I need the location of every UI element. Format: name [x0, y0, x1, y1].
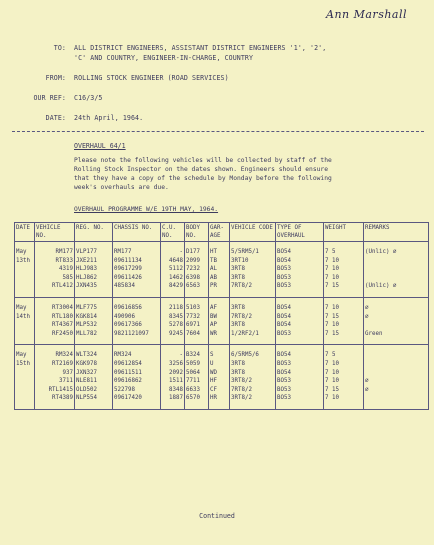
reg-no: MLL782	[76, 330, 97, 337]
col-header-cu: C.U. NO.	[161, 223, 185, 242]
col-header-garage: GAR-AGE	[209, 223, 230, 242]
chassis-no: 490906	[114, 313, 135, 320]
remarks	[365, 394, 427, 403]
vehicle-no: 585	[62, 274, 73, 281]
remarks: ⌀	[365, 313, 369, 320]
to-line-1: ALL DISTRICT ENGINEERS, ASSISTANT DISTRICT ENGINEERS '1', '2',	[74, 44, 327, 52]
remarks	[365, 274, 427, 283]
garage-code: AB	[210, 274, 217, 281]
reg-no: VLP177	[76, 249, 97, 255]
weight: 7 15	[325, 313, 339, 320]
overhaul-type: BO53	[277, 330, 291, 337]
remarks: (Unlic) ⌀	[365, 283, 397, 290]
subject-heading: OVERHAUL 64/1	[74, 142, 126, 150]
weight: 7 5	[325, 352, 336, 359]
weight: 7 10	[325, 257, 339, 264]
garage-code: HR	[210, 395, 217, 402]
vehicle-code: 5/5RM5/1	[231, 249, 259, 255]
remarks: (Unlic) ⌀	[365, 249, 397, 255]
reg-no: NLP554	[76, 395, 97, 402]
table-row	[15, 345, 429, 410]
chassis-no: 09611426	[114, 274, 142, 281]
col-header-body: BODY NO.	[185, 223, 209, 242]
cu-no: 2092	[169, 369, 183, 376]
overhaul-type: BO53	[277, 274, 291, 281]
table-row	[15, 242, 429, 298]
from-label: FROM:	[45, 74, 66, 82]
body-no: B324	[186, 352, 200, 359]
garage-code: TB	[210, 257, 217, 264]
handwritten-signature: Ann Marshall	[326, 8, 408, 21]
overhaul-type: BO53	[277, 266, 291, 273]
chassis-no: 09616856	[114, 304, 142, 311]
col-header-code: VEHICLE CODE	[230, 223, 276, 242]
reg-no: HLJ862	[76, 274, 97, 281]
group-date: May 15th	[16, 352, 30, 367]
reg-no: OLD502	[76, 386, 97, 393]
garage-code: AL	[210, 266, 217, 273]
chassis-no: RM177	[114, 249, 132, 255]
body-no: 7232	[186, 266, 200, 273]
body-no: 5064	[186, 369, 200, 376]
to-label: TO:	[53, 44, 66, 52]
garage-code: WR	[210, 330, 217, 337]
garage-code: CF	[210, 386, 217, 393]
vehicle-code: 3RT8	[231, 369, 245, 376]
remarks	[365, 257, 427, 266]
weight: 7 10	[325, 369, 339, 376]
reg-no: HLJ983	[76, 266, 97, 273]
weight: 7 10	[325, 304, 339, 311]
ref-label: OUR REF:	[33, 94, 66, 102]
overhaul-type: BO54	[277, 322, 291, 329]
weight: 7 10	[325, 322, 339, 329]
vehicle-code: 6/5RM5/6	[231, 352, 259, 359]
vehicle-code: 3RT10	[231, 257, 249, 264]
weight: 7 10	[325, 360, 339, 367]
vehicle-code: 3RT8/2	[231, 395, 252, 402]
vehicle-code: 3RT8	[231, 274, 245, 281]
body-no: 6563	[186, 283, 200, 290]
reg-no: JXE211	[76, 257, 97, 264]
vehicle-no: 4319	[59, 266, 73, 273]
vehicle-code: 3RT8	[231, 266, 245, 273]
overhaul-type: BO54	[277, 304, 291, 311]
programme-heading: OVERHAUL PROGRAMME W/E 19TH MAY, 1964.	[74, 206, 219, 213]
body-no: 6398	[186, 274, 200, 281]
reg-no: MLP532	[76, 322, 97, 329]
col-header-remarks: REMARKS	[364, 223, 429, 242]
from-value: ROLLING STOCK ENGINEER (ROAD SERVICES)	[74, 74, 229, 82]
cu-no: 8345	[169, 313, 183, 320]
body-no: 5103	[186, 304, 200, 311]
vehicle-code: 3RT8/2	[231, 378, 252, 385]
overhaul-type: BO53	[277, 386, 291, 393]
overhaul-type: BO54	[277, 369, 291, 376]
weight: 7 15	[325, 330, 339, 337]
vehicle-no: RM177	[55, 249, 73, 255]
remarks: ⌀	[365, 304, 369, 311]
reg-no: NLE811	[76, 378, 97, 385]
weight: 7 5	[325, 249, 336, 255]
overhaul-type: BO53	[277, 395, 291, 402]
weight: 7 10	[325, 395, 339, 402]
group-date: May 14th	[16, 304, 30, 320]
continued-footer: Continued	[199, 512, 235, 520]
vehicle-code: 3RT8	[231, 322, 245, 329]
chassis-no: 09616862	[114, 378, 142, 385]
cu-no: 9245	[169, 330, 183, 337]
body-no: 7604	[186, 330, 200, 337]
remarks	[365, 369, 427, 378]
body-no: 7732	[186, 313, 200, 320]
garage-code: BW	[210, 313, 217, 320]
col-header-chassis: CHASSIS NO.	[113, 223, 161, 242]
remarks	[365, 265, 427, 274]
remarks	[365, 321, 427, 330]
overhaul-type: BO54	[277, 352, 291, 359]
remarks: ⌀	[365, 386, 369, 393]
vehicle-no: RT833	[55, 257, 73, 264]
garage-code: HT	[210, 249, 217, 255]
chassis-no: 09611511	[114, 369, 142, 376]
overhaul-type: BO54	[277, 257, 291, 264]
overhaul-type: BO54	[277, 313, 291, 320]
garage-code: AP	[210, 322, 217, 329]
cu-no: 8429	[169, 283, 183, 290]
date-label: DATE:	[45, 114, 66, 122]
cu-no: 3256	[169, 360, 183, 367]
reg-no: KGK814	[76, 313, 97, 320]
weight: 7 10	[325, 274, 339, 281]
vehicle-code: 3RT8	[231, 304, 245, 311]
vehicle-no: 937	[62, 369, 73, 376]
vehicle-no: RTL412	[52, 283, 73, 290]
instruction-line-3: that they have a copy of the schedule by Monday before the following	[74, 175, 332, 182]
garage-code: U	[210, 360, 214, 367]
garage-code: S	[210, 352, 214, 359]
garage-code: AF	[210, 304, 217, 311]
chassis-no: 522798	[114, 386, 135, 393]
instruction-line-2: Rolling Stock Inspector on the dates shown. Engineers should ensure	[74, 166, 329, 173]
garage-code: HF	[210, 378, 217, 385]
table-header-row	[15, 223, 429, 242]
vehicle-code: 3RT8	[231, 360, 245, 367]
vehicle-code: 7RT8/2	[231, 386, 252, 393]
cu-no: 8348	[169, 386, 183, 393]
col-header-weight: WEIGHT	[324, 223, 364, 242]
date-value: 24th April, 1964.	[74, 114, 144, 122]
cu-no: 1887	[169, 395, 183, 402]
vehicle-no: RT2169	[52, 360, 73, 367]
vehicle-code: 7RT8/2	[231, 313, 252, 320]
cu-no: 5112	[169, 266, 183, 273]
vehicle-code: 7RT8/2	[231, 283, 252, 290]
body-no: 5059	[186, 360, 200, 367]
vehicle-no: RM324	[55, 352, 73, 359]
overhaul-table	[14, 222, 429, 410]
to-line-2: 'C' AND COUNTRY, ENGINEER-IN-CHARGE, COUNTRY	[74, 54, 254, 62]
chassis-no: 09611134	[114, 257, 142, 264]
overhaul-type: BO54	[277, 249, 291, 255]
overhaul-type: BO53	[277, 378, 291, 385]
vehicle-no: RT4367	[52, 322, 73, 329]
overhaul-type: BO53	[277, 360, 291, 367]
body-no: 6971	[186, 322, 200, 329]
chassis-no: 485834	[114, 283, 135, 290]
body-no: D177	[186, 249, 200, 255]
vehicle-no: RT3004	[52, 304, 73, 311]
remarks: Green	[365, 330, 383, 337]
reg-no: JXN435	[76, 283, 97, 290]
weight: 7 10	[325, 378, 339, 385]
chassis-no: 09617299	[114, 266, 142, 273]
body-no: 7711	[186, 378, 200, 385]
cu-no: 2118	[169, 304, 183, 311]
garage-code: WD	[210, 369, 217, 376]
weight: 7 15	[325, 283, 339, 290]
cu-no: 1462	[169, 274, 183, 281]
chassis-no: 9821121097	[114, 330, 149, 337]
cu-no: 4648	[169, 257, 183, 264]
cu-no: -	[179, 249, 183, 255]
overhaul-type: BO53	[277, 283, 291, 290]
garage-code: PR	[210, 283, 217, 290]
chassis-no: 09617366	[114, 322, 142, 329]
body-no: 2099	[186, 257, 200, 264]
col-header-date: DATE	[15, 223, 35, 242]
col-header-overhaul: TYPE OF OVERHAUL	[276, 223, 324, 242]
instruction-line-4: week's overhauls are due.	[74, 184, 169, 191]
cu-no: -	[179, 352, 183, 359]
instruction-line-1: Please note the following vehicles will be collected by staff of the	[74, 157, 332, 164]
reg-no: JXN327	[76, 369, 97, 376]
reg-no: MLF775	[76, 304, 97, 311]
header-divider	[12, 131, 424, 132]
remarks	[365, 360, 427, 369]
weight: 7 10	[325, 266, 339, 273]
vehicle-no: RF2450	[52, 330, 73, 337]
chassis-no: RM324	[114, 352, 132, 359]
weight: 7 15	[325, 386, 339, 393]
remarks: ⌀	[365, 378, 369, 385]
remarks	[365, 351, 427, 360]
vehicle-no: RTL180	[52, 313, 73, 320]
body-no: 6633	[186, 386, 200, 393]
table-row	[15, 297, 429, 344]
vehicle-no: RT4389	[52, 395, 73, 402]
vehicle-no: 3711	[59, 378, 73, 385]
col-header-reg: REG. NO.	[75, 223, 113, 242]
body-no: 6570	[186, 395, 200, 402]
reg-no: WLT324	[76, 352, 97, 359]
group-date: May 13th	[16, 249, 30, 264]
chassis-no: 09612854	[114, 360, 142, 367]
ref-value: C16/3/5	[74, 94, 103, 102]
col-header-vehicle: VEHICLE NO.	[35, 223, 75, 242]
vehicle-code: 1/2RF2/1	[231, 330, 259, 337]
vehicle-no: RTL1415	[48, 386, 73, 393]
chassis-no: 09617420	[114, 395, 142, 402]
cu-no: 1511	[169, 378, 183, 385]
cu-no: 5278	[169, 322, 183, 329]
reg-no: KGK978	[76, 360, 97, 367]
